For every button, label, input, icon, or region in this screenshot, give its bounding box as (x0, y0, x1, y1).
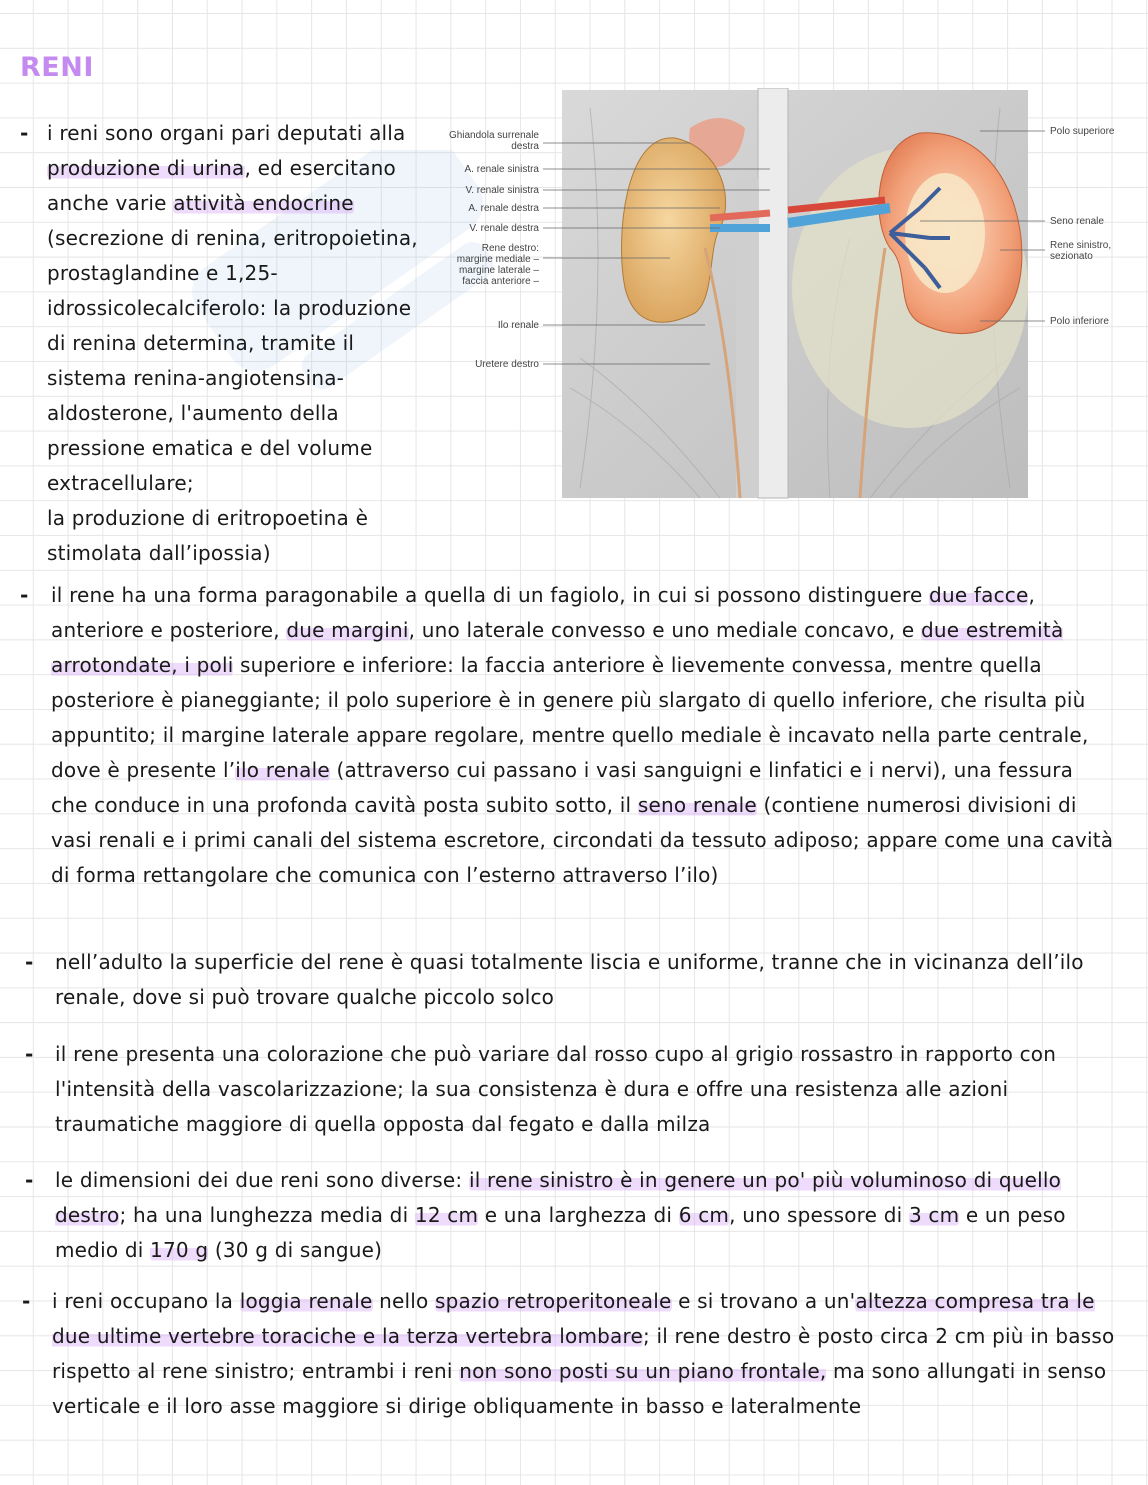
figure-illustration (562, 88, 1028, 498)
bullet-dash: - (25, 950, 34, 974)
paragraph-surface: nell’adulto la superficie del rene è quasi totalmente liscia e uniforme, tranne che in vicinanza dell’ilo renale, dove si può trovare qualche piccolo solco (55, 950, 1084, 1009)
label-rene-destro: margine laterale – (458, 265, 539, 276)
highlight: loggia renale (239, 1289, 373, 1313)
bullet-dash: - (22, 1289, 31, 1313)
label-polo-superiore: Polo superiore (1050, 126, 1115, 137)
label-a-renale-sinistra: A. renale sinistra (464, 164, 539, 175)
highlight: 3 cm (908, 1203, 960, 1227)
label-polo-inferiore: Polo inferiore (1050, 316, 1109, 327)
highlight: il rene sinistro è in genere un po' più voluminoso di quello destro (55, 1168, 1062, 1227)
highlight: 6 cm (678, 1203, 730, 1227)
label-rene-sinistro: Rene sinistro, (1050, 240, 1112, 251)
label-seno-renale: Seno renale (1050, 216, 1104, 227)
label-ghiandola: destra (511, 141, 539, 152)
label-ghiandola: Ghiandola surrenale (448, 130, 539, 141)
highlight: due facce (929, 583, 1029, 607)
label-uretere-destro: Uretere destro (475, 359, 539, 370)
paragraph-color: il rene presenta una colorazione che può variare dal rosso cupo al grigio rossastro in rapporto con l'intensità della vascolarizzazione; la sua consistenza è dura e offre una resistenza alle azioni traumatiche maggiore di quella opposta dal fegato e dalla milza (55, 1042, 1057, 1136)
bullet-dash: - (25, 1042, 34, 1066)
paragraph-location: i reni occupano la loggia renale nello spazio retroperitoneale e si trovano a un'altezza compresa tra le due ultime vertebre toraciche e la terza vertebra lombare; il rene destro è posto circa 2 cm più in basso rispetto al rene sinistro; entrambi i reni non sono posti su un piano frontale, ma sono allungati in senso verticale e il loro asse maggiore si dirige obliquamente in basso e lateralmente (52, 1289, 1115, 1418)
bullet-dash: - (20, 121, 29, 145)
highlight: 12 cm (414, 1203, 479, 1227)
highlight: due margini (286, 618, 409, 642)
highlight: 170 g (150, 1238, 209, 1262)
bullet-dash: - (25, 1168, 34, 1192)
highlight: ilo renale (235, 758, 330, 782)
label-rene-destro: margine mediale – (456, 254, 539, 265)
bullet-dash: - (20, 583, 29, 607)
highlight: altezza compresa tra le due ultime vertebre toraciche e la terza vertebra lombare (52, 1289, 1095, 1348)
highlight: attività endocrine (173, 191, 354, 215)
label-rene-destro: Rene destro: (481, 243, 539, 254)
paragraph-intro: i reni sono organi pari deputati alla produzione di urina, ed esercitano anche varie attività endocrine (secrezione di renina, eritropoietina, prostaglandine e 1,25-idrossicolecalciferolo: la produzione di renina determina, tramite il sistema renina-angiotensina-aldosterone, l'aumento della pressione ematica e del volume extracellulare; la produzione di eritropoetina è stimolata dall’ipossia) (47, 121, 418, 565)
highlight: spazio retroperitoneale (434, 1289, 672, 1313)
highlight: produzione di urina (47, 156, 245, 180)
highlight: seno renale (637, 793, 757, 817)
label-rene-destro: faccia anteriore – (462, 276, 539, 287)
label-a-renale-destra: A. renale destra (468, 203, 539, 214)
label-v-renale-destra: V. renale destra (469, 223, 539, 234)
highlight: non sono posti su un piano frontale, (459, 1359, 827, 1383)
label-rene-sinistro: sezionato (1050, 251, 1093, 262)
page-title: RENI (20, 52, 94, 83)
label-v-renale-sinistra: V. renale sinistra (465, 185, 539, 196)
label-ilo-renale: Ilo renale (497, 320, 539, 331)
kidney-anatomy-figure (440, 88, 1130, 500)
highlight: due estremità arrotondate, i poli (51, 618, 1064, 677)
paragraph-dimensions: le dimensioni dei due reni sono diverse: il rene sinistro è in genere un po' più voluminoso di quello destro; ha una lunghezza media di 12 cm e una larghezza di 6 cm, uno spessore di 3 cm e un peso medio di 170 g (30 g di sangue) (55, 1168, 1066, 1262)
paragraph-shape: il rene ha una forma paragonabile a quella di un fagiolo, in cui si possono distinguere due facce, anteriore e posteriore, due margini, uno laterale convesso e uno mediale concavo, e due estremità arrotondate, i poli superiore e inferiore: la faccia anteriore è lievemente convessa, mentre quella posteriore è pianeggiante; il polo superiore è in genere più slargato di quello inferiore, che risulta più appuntito; il margine laterale appare regolare, mentre quello mediale è incavato nella parte centrale, dove è presente l’ilo renale (attraverso cui passano i vasi sanguigni e linfatici e i nervi), una fessura che conduce in una profonda cavità posta subito sotto, il seno renale (contiene numerosi divisioni di vasi renali e i primi canali del sistema escretore, circondati da tessuto adiposo; appare come una cavità di forma rettangolare che comunica con l’esterno attraverso l’ilo) (51, 583, 1114, 887)
